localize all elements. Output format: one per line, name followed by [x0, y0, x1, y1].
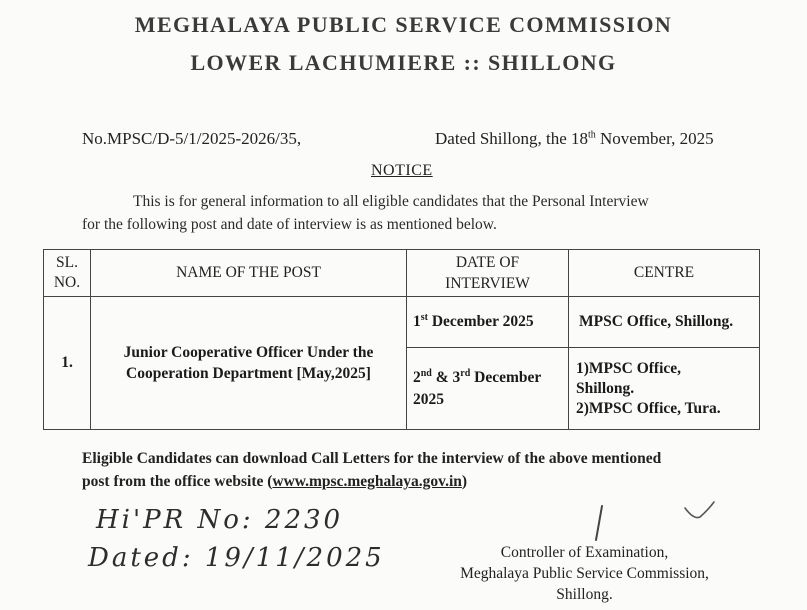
signature-block: [447, 542, 722, 605]
dated-sup: th: [587, 129, 596, 141]
date1-rest: December 2025: [427, 313, 534, 330]
header-date-line2: INTERVIEW: [445, 275, 530, 292]
cell-post-name: [91, 297, 407, 430]
cell-date-1: [407, 297, 569, 348]
signature-line3: Shillong.: [556, 586, 613, 603]
date2-day-a: 2: [413, 368, 421, 386]
header-post-name: NAME OF THE POST: [91, 250, 407, 297]
signature-line2: Meghalaya Public Service Commission,: [460, 565, 709, 582]
centre2-line1: 1)MPSC Office,: [576, 359, 682, 377]
header-centre: CENTRE: [569, 250, 760, 297]
header-sl-no: [44, 250, 91, 297]
download-instructions: [82, 447, 762, 493]
cell-date-2: [407, 348, 569, 430]
website-link[interactable]: www.mpsc.meghalaya.gov.in: [272, 473, 462, 490]
notice-heading: NOTICE: [371, 162, 433, 179]
cell-sl-no: 1.: [44, 297, 91, 430]
date2-year: 2025: [413, 390, 444, 408]
cell-centre-2: [569, 348, 760, 430]
header-sl-line1: SL.: [56, 254, 78, 271]
commission-address: LOWER LACHUMIERE :: SHILLONG: [190, 50, 617, 75]
post-name-line2: Cooperation Department [May,2025]: [126, 365, 371, 382]
handwritten-date: Dated: 19/11/2025: [88, 543, 385, 573]
date2-line1: [413, 367, 568, 389]
date2-sup-b: rd: [460, 367, 471, 379]
handwritten-reference: Hi'PR No: 2230: [96, 505, 344, 535]
centre2-line2: Shillong.: [576, 379, 635, 397]
table-row: [44, 297, 760, 348]
interview-table: [43, 249, 760, 430]
date1-day: 1: [413, 313, 421, 330]
date2-sup-a: nd: [420, 367, 432, 379]
header-sl-line2: NO.: [53, 274, 81, 291]
reference-number: No.MPSC/D-5/1/2025-2026/35,: [82, 129, 302, 148]
instructions-prefix: post from the office website (: [82, 473, 273, 490]
notice-text-line2: for the following post and date of interview is as mentioned below.: [82, 216, 497, 233]
post-name-line1: Junior Cooperative Officer Under the: [123, 344, 374, 361]
commission-title: MEGHALAYA PUBLIC SERVICE COMMISSION: [134, 12, 673, 37]
date2-mid: & 3: [431, 368, 461, 386]
header-date-line1: DATE OF: [455, 254, 520, 271]
table-header-row: [44, 250, 760, 297]
notice-text-line1: This is for general information to all eligible candidates that the Personal Interview: [133, 193, 649, 210]
instructions-suffix: ): [461, 473, 468, 490]
instructions-line1: Eligible Candidates can download Call Letters for the interview of the above mentioned: [82, 450, 662, 467]
centre2-line3: 2)MPSC Office, Tura.: [576, 399, 721, 417]
dated-prefix: Dated Shillong, the 18: [435, 129, 588, 148]
date2-rest: December: [470, 368, 542, 386]
signature-line1: Controller of Examination,: [500, 544, 669, 561]
dated-line: [435, 129, 714, 149]
instructions-line2: [82, 470, 762, 493]
header-interview-date: [407, 250, 569, 297]
dated-suffix: November, 2025: [595, 129, 714, 148]
cell-centre-1: MPSC Office, Shillong.: [569, 297, 760, 348]
date1-sup: st: [420, 311, 428, 323]
